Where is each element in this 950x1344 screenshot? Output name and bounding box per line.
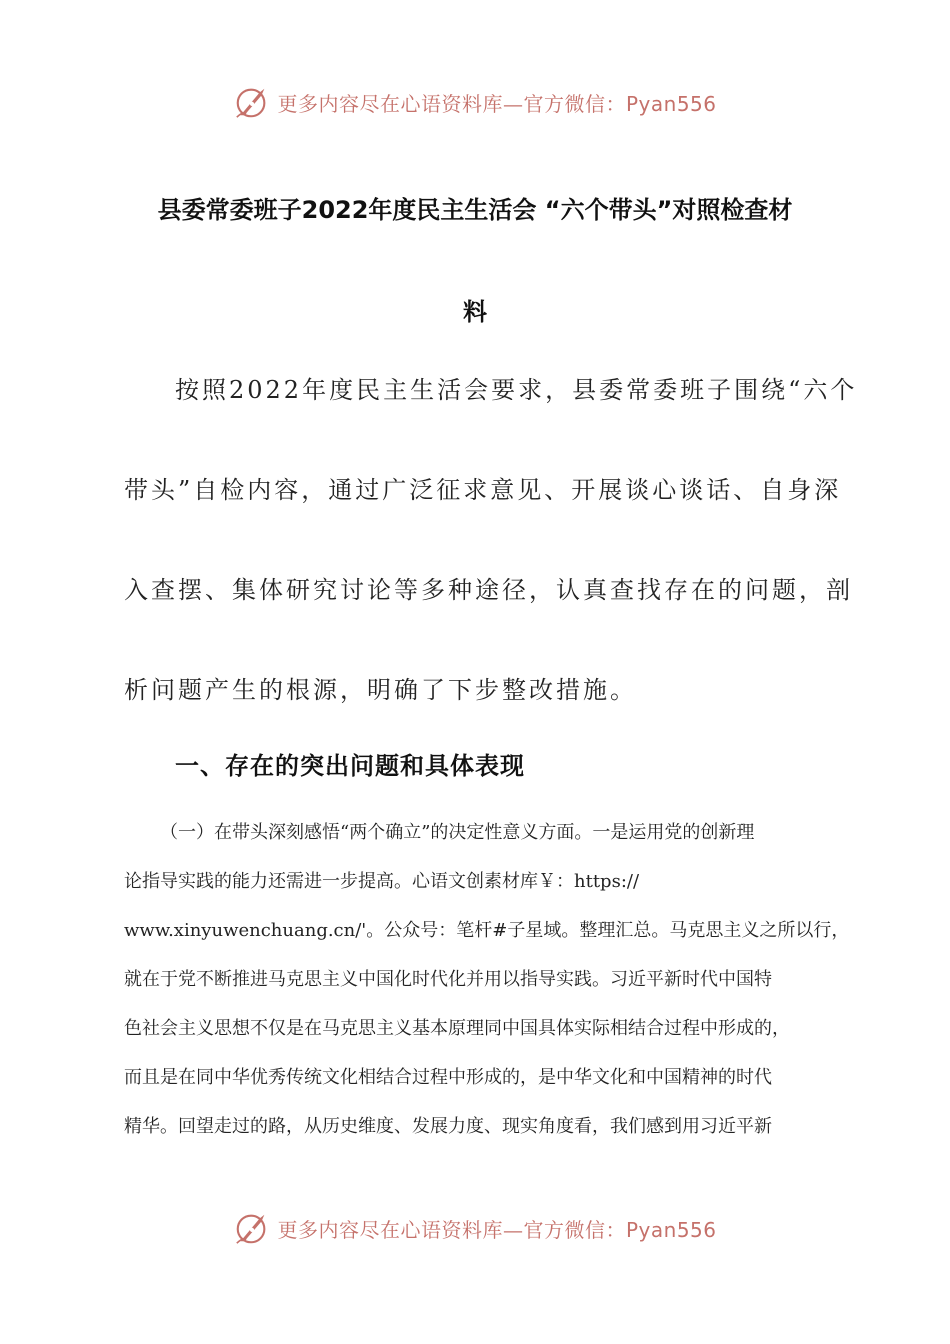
- intro-line-3: 入查摆、集体研究讨论等多种途径，认真查找存在的问题，剖: [124, 576, 853, 604]
- banner-wechat-id: Pyan556: [625, 1217, 717, 1242]
- page-title-line-2: 料: [463, 298, 487, 326]
- page-title-line-1: 县委常委班子2022年度民主生活会 “六个带头”对照检查材: [157, 196, 793, 224]
- banner-slogan: 更多内容尽在心语资料库—官方微信：: [277, 1217, 626, 1242]
- header-banner: [0, 80, 950, 124]
- body-line-6: 而且是在同中华优秀传统文化相结合过程中形成的，是中华文化和中国精神的时代: [124, 1067, 772, 1088]
- intro-line-4: 析问题产生的根源，明确了下步整改措施。: [124, 676, 637, 704]
- body-line-7: 精华。回望走过的路，从历史维度、发展力度、现实角度看，我们感到用习近平新: [124, 1116, 772, 1137]
- body-line-1: （一）在带头深刻感悟“两个确立”的决定性意义方面。一是运用党的创新理: [160, 822, 755, 843]
- banner-wechat-id: Pyan556: [625, 91, 717, 116]
- footer-banner: [0, 1206, 950, 1250]
- body-line-2: 论指导实践的能力还需进一步提高。心语文创素材库￥：https://: [124, 871, 640, 892]
- pen-nib-circle-icon: [233, 83, 271, 121]
- pen-nib-circle-icon: [233, 1209, 271, 1247]
- banner-text: [277, 88, 716, 117]
- body-line-3: www.xinyuwenchuang.cn/'。公众号：笔杆#子星域。整理汇总。马克思主义之所以行，: [124, 920, 850, 941]
- banner-text: [277, 1214, 716, 1243]
- intro-line-2: 带头”自检内容，通过广泛征求意见、开展谈心谈话、自身深: [124, 476, 842, 504]
- body-line-4: 就在于党不断推进马克思主义中国化时代化并用以指导实践。习近平新时代中国特: [124, 969, 772, 990]
- banner-slogan: 更多内容尽在心语资料库—官方微信：: [277, 91, 626, 116]
- intro-line-1: 按照2022年度民主生活会要求，县委常委班子围绕“六个: [175, 376, 858, 404]
- body-line-5: 色社会主义思想不仅是在马克思主义基本原理同中国具体实际相结合过程中形成的，: [124, 1018, 790, 1039]
- section-heading: 一、存在的突出问题和具体表现: [175, 752, 525, 780]
